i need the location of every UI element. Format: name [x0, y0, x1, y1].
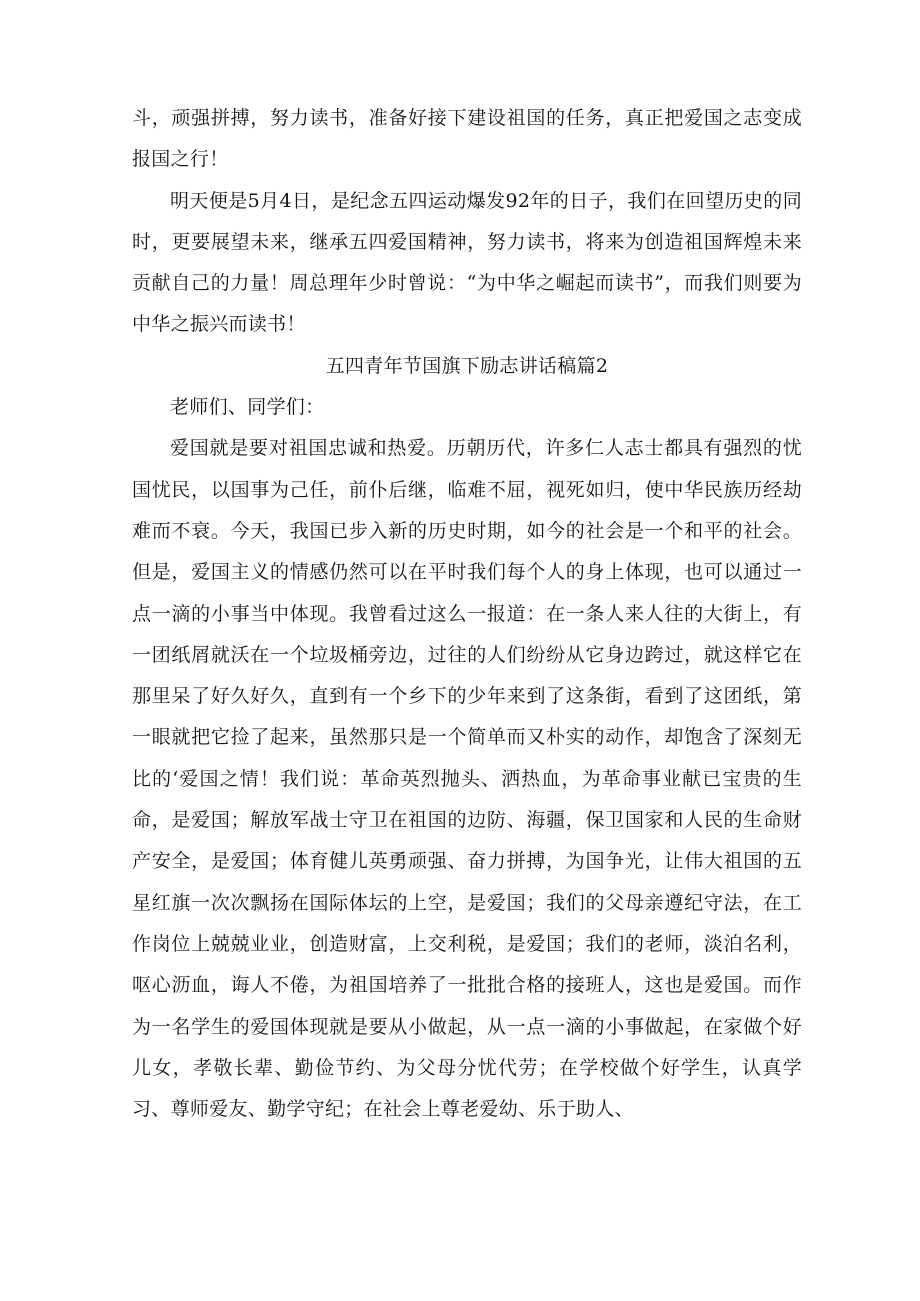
salutation: 老师们、同学们： [170, 396, 325, 419]
document-body [132, 98, 802, 1130]
section-title: 五四青年节国旗下励志讲话稿篇2 [325, 354, 609, 377]
continued-paragraph: 斗，顽强拼搏，努力读书，准备好接下建设祖国的任务，真正把爱国之志变成报国之行！ [132, 107, 802, 171]
paragraph-patriotism: 爱国就是要对祖国忠诚和热爱。历朝历代，许多仁人志士都具有强烈的忧国忧民，以国事为己任，前仆后继，临难不屈，视死如归，使中华民族历经劫难而不衰。今天，我国已步入新的历史时期，如今的社会是一个和平的社会。但是，爱国主义的情感仍然可以在平时我们每个人的身上体现，也可以通过一点一滴的小事当中体现。我曾看过这么一报道：在一条人来人往的大街上，有一团纸屑就沃在一个垃圾桶旁边，过往的人们纷纷从它身边跨过，就这样它在那里呆了好久好久，直到有一个乡下的少年来到了这条街，看到了这团纸，第一眼就把它捡了起来，虽然那只是一个简单而又朴实的动作，却饱含了深刻无比的‘爱国之情！我们说：革命英烈抛头、洒热血，为革命事业献已宝贵的生命，是爱国；解放军战士守卫在祖国的边防、海疆，保卫国家和人民的生命财产安全，是爱国；体育健儿英勇顽强、奋力拼搏，为国争光，让伟大祖国的五星红旗一次次飘扬在国际体坛的上空，是爱国；我们的父母亲遵纪守法，在工作岗位上兢兢业业，创造财富，上交利税，是爱国；我们的老师，淡泊名利，呕心沥血，诲人不倦，为祖国培养了一批批合格的接班人，这也是爱国。而作为一名学生的爱国体现就是要从小做起，从一点一滴的小事做起，在家做个好儿女，孝敬长辈、勤俭节约、为父母分忧代劳；在学校做个好学生，认真学习、尊师爱友、勤学守纪；在社会上尊老爱幼、乐于助人、 [132, 437, 802, 1121]
paragraph-may-fourth: 明天便是5月4日，是纪念五四运动爆发92年的日子，我们在回望历史的同时，更要展望未来，继承五四爱国精神，努力读书，将来为创造祖国辉煌未来贡献自己的力量！周总理年少时曾说：“为中华之崛起而读书”，而我们则要为中华之振兴而读书！ [132, 189, 802, 336]
